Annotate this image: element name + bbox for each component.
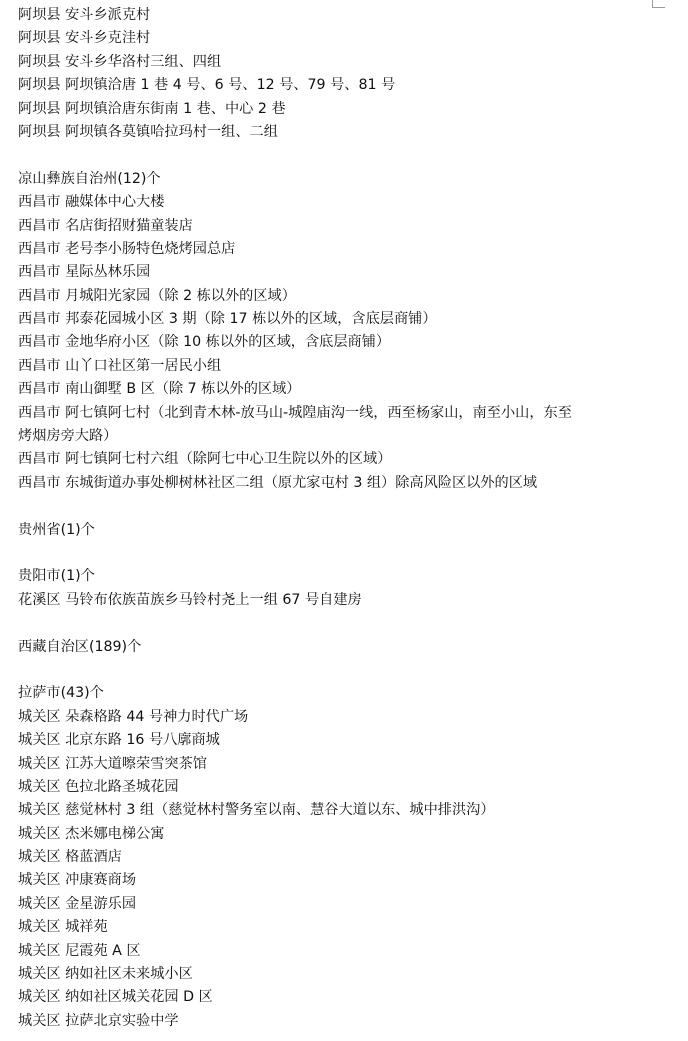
text-line: 阿坝县 安斗乡华洛村三组、四组 — [18, 53, 222, 70]
text-line: 城关区 格蓝酒店 — [18, 849, 122, 866]
text-line: 西昌市 星际丛林乐园 — [18, 264, 151, 281]
text-line: 城关区 纳如社区未来城小区 — [18, 966, 193, 983]
blank-line — [18, 144, 678, 167]
section-heading: 西藏自治区(189)个 — [18, 638, 142, 655]
blank-line — [18, 495, 678, 518]
text-line: 城关区 尼霞苑 A 区 — [18, 942, 141, 959]
text-line-continuation: 烤烟房旁大路） — [18, 428, 118, 445]
text-line: 城关区 色拉北路圣城花园 — [18, 778, 179, 795]
section-heading: 贵阳市(1)个 — [18, 568, 95, 585]
text-line: 西昌市 名店街招财猫童装店 — [18, 217, 193, 234]
text-line: 花溪区 马铃布依族苗族乡马铃村尧上一组 67 号自建房 — [18, 591, 362, 608]
text-line: 西昌市 阿七镇阿七村六组（除阿七中心卫生院以外的区域） — [18, 451, 392, 468]
blank-line — [18, 659, 678, 682]
text-line: 城关区 慈觉林村 3 组（慈觉林村警务室以南、慧谷大道以东、城中排洪沟） — [18, 802, 495, 819]
text-line: 城关区 纳如社区城关花园 D 区 — [18, 989, 213, 1006]
text-line: 西昌市 东城街道办事处柳树林社区二组（原尤家屯村 3 组）除高风险区以外的区域 — [18, 474, 538, 491]
text-line: 阿坝县 阿坝镇各莫镇哈拉玛村一组、二组 — [18, 123, 278, 140]
text-line: 城关区 杰米娜电梯公寓 — [18, 825, 165, 842]
section-heading: 凉山彝族自治州(12)个 — [18, 170, 161, 187]
section-heading: 拉萨市(43)个 — [18, 685, 104, 702]
text-line: 城关区 北京东路 16 号八廓商城 — [18, 732, 220, 749]
text-line: 西昌市 邦泰花园城小区 3 期（除 17 栋以外的区域，含底层商铺） — [18, 311, 437, 328]
text-line: 西昌市 阿七镇阿七村（北到青木林-放马山-城隍庙沟一线，西至杨家山，南至小山，东至 — [18, 404, 572, 421]
text-line: 西昌市 月城阳光家园（除 2 栋以外的区域） — [18, 287, 296, 304]
blank-line — [18, 542, 678, 565]
text-line: 西昌市 南山御墅 B 区（除 7 栋以外的区域） — [18, 381, 301, 398]
blank-line — [18, 612, 678, 635]
document-page — [18, 4, 678, 1033]
text-line: 西昌市 山丫口社区第一居民小组 — [18, 357, 222, 374]
text-line: 阿坝县 阿坝镇洽唐东街南 1 巷、中心 2 巷 — [18, 100, 286, 117]
text-line: 西昌市 老号李小肠特色烧烤园总店 — [18, 240, 236, 257]
text-line: 城关区 冲康赛商场 — [18, 872, 137, 889]
text-line: 城关区 江苏大道嚓荣雪突茶馆 — [18, 755, 207, 772]
text-line: 城关区 拉萨北京实验中学 — [18, 1012, 179, 1029]
text-line: 西昌市 融媒体中心大楼 — [18, 194, 165, 211]
text-line: 城关区 金星游乐园 — [18, 895, 137, 912]
text-line: 阿坝县 安斗乡派克村 — [18, 7, 151, 23]
text-line: 城关区 城祥苑 — [18, 919, 108, 936]
text-line: 阿坝县 阿坝镇洽唐 1 巷 4 号、6 号、12 号、79 号、81 号 — [18, 77, 396, 94]
section-heading: 贵州省(1)个 — [18, 521, 95, 538]
text-line: 阿坝县 安斗乡克洼村 — [18, 30, 151, 47]
text-line: 城关区 朵森格路 44 号神力时代广场 — [18, 708, 249, 725]
text-line: 西昌市 金地华府小区（除 10 栋以外的区域，含底层商铺） — [18, 334, 391, 351]
